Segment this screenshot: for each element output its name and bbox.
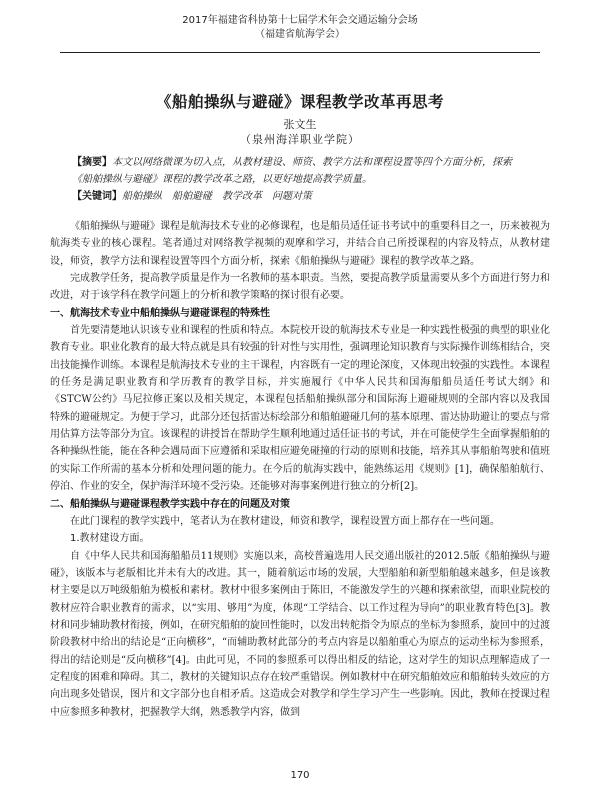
header-line-2: （福建省航海学会） [255, 29, 345, 40]
abstract-text: 本文以网络微课为切入点，从教材建设、师资、教学方法和课程设置等四个方面分析，探索《船舶操纵与避碰》课程的教学改革之路，以更好地提高教学质量。 [72, 157, 512, 185]
keywords-label: 【关键词】 [72, 191, 122, 202]
subsection-heading-textbook: 1.教材建设方面。 [70, 533, 150, 545]
body-text [50, 218, 550, 721]
paragraph-teaching-quality: 完成教学任务，提高教学质量是作为一名教师的基本职责。当然，要提高教学质量需要从多个方面进行努力和改进，对于该学科在教学问题上的分析和教学策略的探讨很有必要。 [50, 273, 550, 302]
header-line-1: 2017年福建省科协第十七届学术年会交通运输分会场 [182, 15, 418, 26]
section-heading-1: 一、航海技术专业中船舶操纵与避碰课程的特殊性 [50, 307, 270, 319]
paper-title: 《船舶操纵与避碰》课程教学改革再思考 [155, 92, 444, 111]
keywords-text: 船舶操纵 船舶避碰 教学改革 问题对策 [122, 191, 312, 202]
abstract [72, 154, 528, 188]
author-name: 张文生 [283, 118, 317, 131]
abstract-label: 【摘要】 [72, 157, 112, 168]
paragraph-problems-intro: 在此门课程的教学实践中，笔者认为在教材建设，师资和教学，课程设置方面上都存在一些问题。 [70, 515, 500, 527]
paragraph-textbook: 自《中华人民共和国海船船员11规则》实施以来，高校普遍选用人民交通出版社的2012.5版《船舶操纵与避碰》，该版本与老版相比并未有大的改进。其一，随着航运市场的发展，大型船舶和新型船舶越来越多，但是该教材主要是以万吨级船舶为模板和素材。教材中很多案例由于陈旧，不能激发学生的兴趣和探索欲望，而职业院校的教材应符合职业教育的需求，以“实用、够用”为度，体现“工学结合、以工作过程为导向”的职业教育特色[3]。教材和同步辅助教材衔接，例如，在研究船舶的旋回性能时，以发出转舵指令为原点的坐标为参照系，旋回中的过渡阶段教材中给出的结论是“正向横移”，“而辅助教材此部分的考点内容是以船舶重心为原点的运动坐标为参照系，得出的结论则是“反向横移”[4]。由此可见，不同的参照系可以得出相反的结论，这对学生的知识点理解造成了一定程度的困难和障碍。其二，教材的关键知识点存在较严重错误。例如教材中在研究船舶效应和船舶转头效应的方向出现多处错误，图片和文字部分也自相矛盾。这造成会对教学和学生学习产生一些影响。因此，教师在授课过程中应参照多种教材，把握教学大纲，熟悉教学内容，做到 [50, 550, 550, 718]
page-number: 170 [290, 770, 310, 781]
paragraph-course-nature: 首先要清楚地认识该专业和课程的性质和特点。本院校开设的航海技术专业是一种实践性极强的典型的职业化教育专业。职业化教育的最大特点就是具有较强的针对性与实用性，强调理论知识教育与实际操作训练相结合，突出技能操作训练。本课程是航海技术专业的主干课程，内容既有一定的理论深度，又体现出较强的实践性。本课程的任务是满足职业教育和学历教育的教学目标，并实施履行《中华人民共和国海船船员适任考试大纲》和《STCW公约》马尼拉修正案以及相关规定，本课程包括船舶操纵部分和国际海上避碰规则的全部内容以及我国特殊的避碰规定。为便于学习，此部分还包括雷达标绘部分和船舶避碰几何的基本原理、雷达协助避让的要点与常用估算方法等部分为宜。该课程的讲授旨在帮助学生顺利地通过适任证书的考试，并在可能使学生全面掌握船舶的各种操纵性能，能在各种会遇局面下应遵循和采取相应避免碰撞的行动的原则和技能，培养其从事船舶驾驶和值班的实际工作所需的基本分析和处理问题的能力。在今后的航海实践中，能熟练运用《规则》[1]，确保船舶航行、停泊、作业的安全，保护海洋环境不受污染。还能够对海事案例进行独立的分析[2]。 [50, 325, 550, 493]
keywords [72, 190, 528, 204]
paragraph-intro: 《船舶操纵与避碰》课程是航海技术专业的必修课程，也是船员适任证书考试中的重要科目之一，历来被视为航海类专业的核心课程。笔者通过对网络教学视频的观摩和学习，并结合自己所授课程的内容及特点，从教材建设，师资，教学方法和课程设置等四个方面分析，探索《船舶操纵与避碰》课程的教学改革之路。 [50, 221, 550, 267]
running-header [0, 14, 600, 42]
section-heading-2: 二、船舶操纵与避碰课程教学实践中存在的问题及对策 [50, 498, 290, 510]
header-rule [60, 52, 540, 53]
affiliation: （泉州海洋职业学院） [240, 133, 360, 146]
